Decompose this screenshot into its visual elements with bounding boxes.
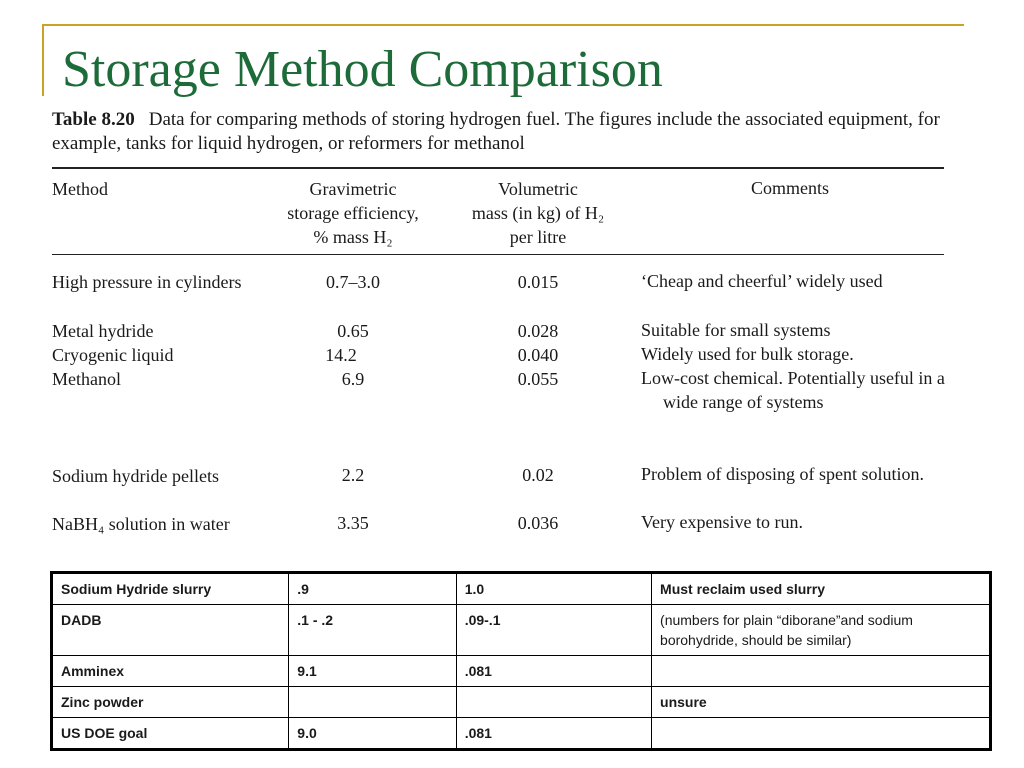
table-row-method: Metal hydride xyxy=(52,321,154,341)
table-row-grav: 0.65 xyxy=(337,321,369,341)
table-row-comment: Low-cost chemical. Potentially useful in a wide range of systems xyxy=(641,368,945,412)
slide-title: Storage Method Comparison xyxy=(62,41,663,98)
table-top-rule xyxy=(52,167,944,169)
cell-vol xyxy=(456,687,651,718)
table-row-method: High pressure in cylinders xyxy=(52,272,242,292)
table-row-method: Methanol xyxy=(52,369,121,389)
cell-method: Amminex xyxy=(52,656,289,687)
table-row-grav: 3.35 xyxy=(337,513,369,533)
header-method: Method xyxy=(52,179,108,199)
cell-vol: 1.0 xyxy=(456,573,651,605)
cell-grav: .1 - .2 xyxy=(289,605,456,656)
table-row-vol: 0.036 xyxy=(517,513,559,533)
table-row-grav: 2.2 xyxy=(341,465,365,485)
cell-comment: Must reclaim used slurry xyxy=(652,573,991,605)
cell-grav: .9 xyxy=(289,573,456,605)
cell-vol: .09-.1 xyxy=(456,605,651,656)
extra-methods-table xyxy=(50,571,992,751)
table-row xyxy=(52,573,991,605)
table-row-method: Sodium hydride pellets xyxy=(52,466,219,486)
table-header-rule xyxy=(52,254,944,255)
cell-comment xyxy=(652,656,991,687)
table-row-grav: 6.9 xyxy=(341,369,365,389)
cell-method: Sodium Hydride slurry xyxy=(52,573,289,605)
cell-grav: 9.1 xyxy=(289,656,456,687)
table-row-comment: Suitable for small systems xyxy=(641,320,831,340)
cell-grav xyxy=(289,687,456,718)
table-row-grav: 14.2 xyxy=(325,345,357,365)
table-row-vol: 0.028 xyxy=(517,321,559,341)
cell-method: Zinc powder xyxy=(52,687,289,718)
header-volumetric: Volumetric mass (in kg) of H₂ per litre xyxy=(471,179,605,247)
table-row xyxy=(52,718,991,750)
header-comments: Comments xyxy=(750,178,829,198)
table-row-vol: 0.055 xyxy=(517,369,559,389)
table-row-comment: Widely used for bulk storage. xyxy=(641,344,854,364)
table-number: Table 8.20 xyxy=(52,109,135,130)
cell-comment: (numbers for plain “diborane”and sodium borohydride, should be similar) xyxy=(652,605,991,656)
table-row-method: Cryogenic liquid xyxy=(52,345,174,365)
table-row-comment: Problem of disposing of spent solution. xyxy=(641,464,924,484)
cell-comment: unsure xyxy=(652,687,991,718)
table-row-grav: 0.7–3.0 xyxy=(326,272,380,292)
cell-grav: 9.0 xyxy=(289,718,456,750)
table-row xyxy=(52,605,991,656)
table-row-vol: 0.02 xyxy=(522,465,554,485)
cell-method: DADB xyxy=(52,605,289,656)
table-row-vol: 0.040 xyxy=(517,345,559,365)
cell-vol: .081 xyxy=(456,718,651,750)
cell-comment xyxy=(652,718,991,750)
table-row xyxy=(52,687,991,718)
cell-method: US DOE goal xyxy=(52,718,289,750)
table-caption xyxy=(52,108,952,156)
table-row-comment: ‘Cheap and cheerful’ widely used xyxy=(641,271,883,291)
header-gravimetric: Gravimetric storage efficiency, % mass H₂ xyxy=(287,179,419,247)
table-caption-text: Data for comparing methods of storing hydrogen fuel. The figures include the associated equipment, for example, tanks for liquid hydrogen, or reformers for methanol xyxy=(52,109,940,154)
table-row-method: NaBH₄ solution in water xyxy=(52,514,230,534)
accent-rule-vertical xyxy=(42,24,44,96)
cell-vol: .081 xyxy=(456,656,651,687)
accent-rule-horizontal xyxy=(42,24,964,26)
table-row-comment: Very expensive to run. xyxy=(641,512,803,532)
table-row-vol: 0.015 xyxy=(517,272,559,292)
table-row xyxy=(52,656,991,687)
